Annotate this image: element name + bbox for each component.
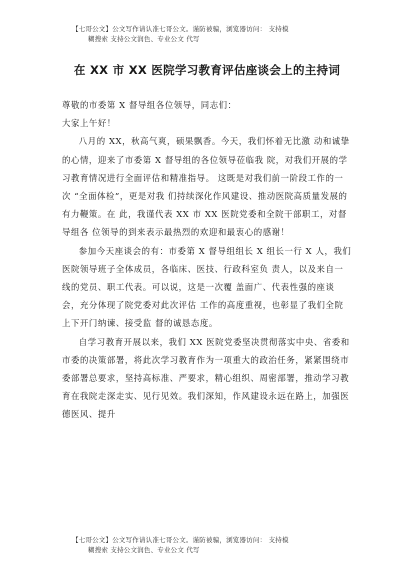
salutation: 尊敬的市委第 X 督导组各位领导，同志们：	[62, 100, 237, 110]
document-body	[62, 96, 352, 424]
page-footer-watermark	[72, 535, 372, 555]
paragraph-progress: 自学习教育开展以来，我们 XX 医院党委坚决贯彻落实中央、省委和市委的决策部署，将此次学习教育作为一项重大的政治任务，紧紧围绕市委部署总要求，坚持高标准、严要求，精心组织、周密部署，推动学习教育在我院走深走实、见行见效。我们深知，作风建设永远在路上，加强医德医风、提升	[62, 336, 350, 420]
page-header-watermark	[72, 24, 372, 44]
header-line-1: 【七哥公文】公文写作请认准七哥公文。谨防被骗，浏览器访问： 支持模	[72, 25, 289, 33]
paragraph-welcome: 八月的 XX，秋高气爽，硕果飘香。今天，我们怀着无比激 动和诚挚的心情，迎来了市委第 X 督导组的各位领导莅临我 院，对我们开展的学习教育情况进行全面评估和精准指导。 这既是对我们前一阶段工作的一次 “全面体检”，更是对我 们持续深化作风建设、推动医院高质量发展的有力鞭策。在 此，我谨代表 XX 市 XX 医院党委和全院干部职工，对督导组各 位领导的到来表示最热烈的欢迎和最衷心的感谢！	[62, 136, 350, 238]
header-line-2: 糊搜索 支持公文润色、专业公文 代写	[88, 35, 200, 43]
greeting: 大家上午好！	[62, 118, 116, 129]
footer-line-2: 糊搜索 支持公文润色、专业公文 代写	[88, 546, 200, 554]
paragraph-attendees: 参加今天座谈会的有：市委第 X 督导组组长 X 组长一行 X 人，我们医院领导班子全体成员，各临床、医技、行政科室负 责人，以及来自一线的党员、职工代表。可以说，这是一次覆 盖面广、代表性强的座谈会，充分体现了院党委对此次评估 工作的高度重视，也彰显了我们全院上下开门纳谏、接受监 督的诚恳态度。	[62, 245, 352, 329]
document-title: 在 XX 市 XX 医院学习教育评估座谈会上的主持词	[73, 63, 341, 77]
footer-line-1: 【七哥公文】公文写作请认准七哥公文。谨防被骗，浏览器访问： 支持模	[72, 536, 289, 544]
